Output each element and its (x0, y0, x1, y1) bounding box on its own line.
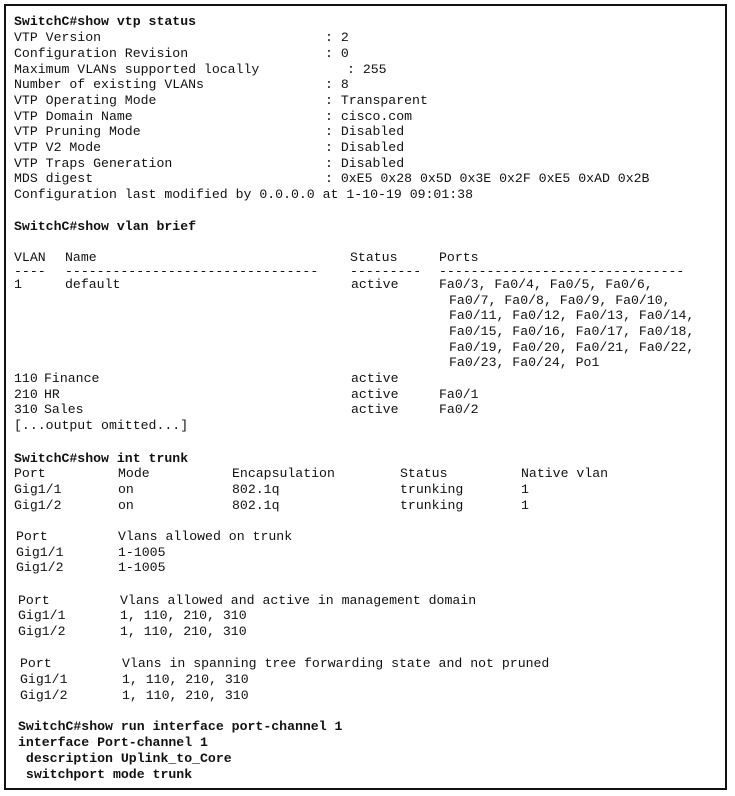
trunk-header-mode: Mode (118, 466, 150, 481)
trunk-native-vlan: 1 (521, 482, 529, 497)
vtp-label: VTP Traps Generation (14, 156, 173, 171)
command-show-vtp-status: SwitchC#show vtp status (14, 14, 197, 29)
vlan-name: HR (44, 387, 60, 402)
vtp-value: : Disabled (325, 140, 405, 155)
active-vlans: 1, 110, 210, 310 (120, 624, 247, 639)
vlan-ports: Fa0/2 (439, 402, 479, 417)
vtp-value: : Disabled (325, 124, 405, 139)
vlan-name: Sales (44, 402, 84, 417)
active-vlans: 1, 110, 210, 310 (120, 608, 247, 623)
vlan-header-vlan: VLAN (14, 250, 46, 265)
vtp-value: : 8 (325, 77, 349, 92)
vlan-ports: Fa0/15, Fa0/16, Fa0/17, Fa0/18, (449, 324, 695, 339)
stp-vlans: 1, 110, 210, 310 (122, 688, 249, 703)
vtp-value: : 2 (325, 30, 349, 45)
config-line: description Uplink_to_Core (18, 751, 232, 766)
vtp-label: VTP Pruning Mode (14, 124, 141, 139)
active-header-port: Port (18, 593, 50, 608)
trunk-encapsulation: 802.1q (232, 498, 280, 513)
vtp-label: Maximum VLANs supported locally (14, 62, 260, 77)
vlan-ports: Fa0/3, Fa0/4, Fa0/5, Fa0/6, (439, 277, 653, 292)
trunk-header-encapsulation: Encapsulation (232, 466, 335, 481)
vlan-dashes-ports: ------------------------------- (439, 264, 685, 279)
vtp-value: : 0 (325, 46, 349, 61)
vlan-header-ports: Ports (439, 250, 479, 265)
vlan-ports: Fa0/19, Fa0/20, Fa0/21, Fa0/22, (449, 340, 695, 355)
stp-port: Gig1/1 (20, 672, 68, 687)
allowed-port: Gig1/1 (16, 545, 64, 560)
vlan-id: 1 (14, 277, 22, 292)
vlan-dashes-status: --------- (350, 264, 422, 279)
vlan-status: active (351, 387, 399, 402)
vlan-dashes-name: -------------------------------- (65, 264, 319, 279)
config-line: switchport mode trunk (18, 767, 193, 782)
stp-port: Gig1/2 (20, 688, 68, 703)
vlan-ports: Fa0/23, Fa0/24, Po1 (449, 355, 600, 370)
vtp-label: VTP V2 Mode (14, 140, 102, 155)
vtp-value: : Disabled (325, 156, 405, 171)
trunk-mode: on (118, 498, 134, 513)
vlan-ports: Fa0/11, Fa0/12, Fa0/13, Fa0/14, (449, 308, 695, 323)
command-show-run-interface: SwitchC#show run interface port-channel 1 (18, 719, 343, 734)
active-port: Gig1/1 (18, 608, 66, 623)
command-show-int-trunk: SwitchC#show int trunk (14, 451, 189, 466)
allowed-header-port: Port (16, 529, 48, 544)
stp-vlans: 1, 110, 210, 310 (122, 672, 249, 687)
vtp-last-modified: Configuration last modified by 0.0.0.0 at 1-10-19 09:01:38 (14, 187, 473, 202)
vlan-id: 210 (14, 387, 38, 402)
vlan-header-name: Name (65, 250, 97, 265)
vlan-status: active (351, 371, 399, 386)
vlan-dashes-vlan: ---- (14, 264, 46, 279)
output-omitted-note: [...output omitted...] (14, 418, 189, 433)
vlan-name: default (65, 277, 121, 292)
active-header-text: Vlans allowed and active in management domain (120, 593, 477, 608)
trunk-header-port: Port (14, 466, 46, 481)
trunk-status: trunking (400, 498, 464, 513)
stp-header-text: Vlans in spanning tree forwarding state and not pruned (122, 656, 550, 671)
allowed-header-text: Vlans allowed on trunk (118, 529, 293, 544)
vtp-label: VTP Domain Name (14, 109, 133, 124)
allowed-vlans: 1-1005 (118, 560, 166, 575)
vlan-status: active (351, 277, 399, 292)
active-port: Gig1/2 (18, 624, 66, 639)
vlan-ports: Fa0/7, Fa0/8, Fa0/9, Fa0/10, (449, 293, 671, 308)
vtp-label: VTP Version (14, 30, 102, 45)
trunk-mode: on (118, 482, 134, 497)
vlan-name: Finance (44, 371, 100, 386)
config-line: interface Port-channel 1 (18, 735, 208, 750)
vtp-value: : 255 (347, 62, 387, 77)
trunk-header-native-vlan: Native vlan (521, 466, 609, 481)
vtp-label: Number of existing VLANs (14, 77, 204, 92)
vtp-label: VTP Operating Mode (14, 93, 157, 108)
command-show-vlan-brief: SwitchC#show vlan brief (14, 219, 197, 234)
trunk-port: Gig1/1 (14, 482, 62, 497)
vlan-status: active (351, 402, 399, 417)
trunk-encapsulation: 802.1q (232, 482, 280, 497)
vlan-id: 110 (14, 371, 38, 386)
vtp-label: MDS digest (14, 171, 94, 186)
trunk-status: trunking (400, 482, 464, 497)
stp-header-port: Port (20, 656, 52, 671)
trunk-native-vlan: 1 (521, 498, 529, 513)
vtp-value: : Transparent (325, 93, 428, 108)
vtp-label: Configuration Revision (14, 46, 189, 61)
allowed-vlans: 1-1005 (118, 545, 166, 560)
trunk-port: Gig1/2 (14, 498, 62, 513)
vtp-value: : 0xE5 0x28 0x5D 0x3E 0x2F 0xE5 0xAD 0x2B (325, 171, 650, 186)
vtp-value: : cisco.com (325, 109, 413, 124)
vlan-id: 310 (14, 402, 38, 417)
allowed-port: Gig1/2 (16, 560, 64, 575)
vlan-header-status: Status (350, 250, 398, 265)
vlan-ports: Fa0/1 (439, 387, 479, 402)
trunk-header-status: Status (400, 466, 448, 481)
